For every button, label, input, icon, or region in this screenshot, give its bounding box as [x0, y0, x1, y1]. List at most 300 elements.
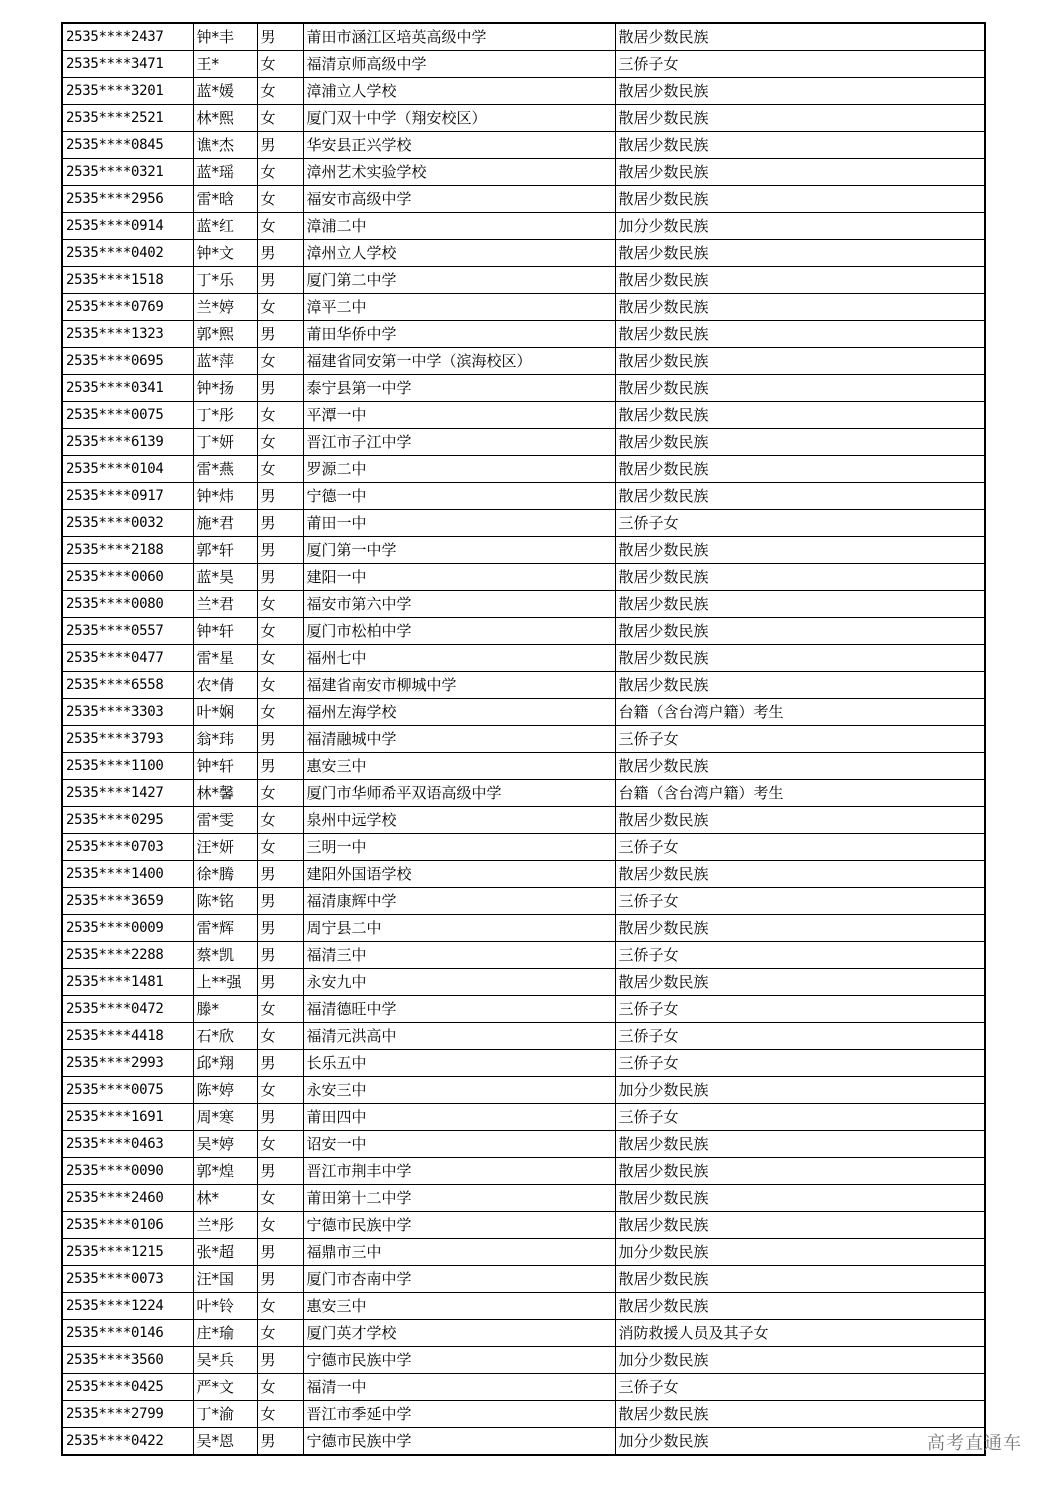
school-cell: 罗源二中 — [303, 456, 615, 483]
category-cell: 散居少数民族 — [615, 402, 985, 429]
exam-id-cell: 2535****0769 — [62, 294, 193, 321]
exam-id-cell: 2535****1323 — [62, 321, 193, 348]
name-cell: 钟*扬 — [193, 375, 257, 402]
name-cell: 蔡*凯 — [193, 942, 257, 969]
category-cell: 加分少数民族 — [615, 1347, 985, 1374]
category-cell: 散居少数民族 — [615, 861, 985, 888]
name-cell: 陈*铭 — [193, 888, 257, 915]
category-cell: 散居少数民族 — [615, 348, 985, 375]
category-cell: 三侨子女 — [615, 996, 985, 1023]
exam-id-cell: 2535****0422 — [62, 1428, 193, 1456]
exam-id-cell: 2535****0073 — [62, 1266, 193, 1293]
table-row — [62, 78, 985, 105]
gender-cell: 女 — [257, 78, 303, 105]
gender-cell: 男 — [257, 753, 303, 780]
name-cell: 丁*彤 — [193, 402, 257, 429]
table-row — [62, 618, 985, 645]
name-cell: 周*寒 — [193, 1104, 257, 1131]
category-cell: 加分少数民族 — [615, 213, 985, 240]
gender-cell: 男 — [257, 510, 303, 537]
name-cell: 雷*辉 — [193, 915, 257, 942]
gender-cell: 男 — [257, 375, 303, 402]
exam-id-cell: 2535****0402 — [62, 240, 193, 267]
exam-id-cell: 2535****0104 — [62, 456, 193, 483]
school-cell: 泰宁县第一中学 — [303, 375, 615, 402]
name-cell: 林* — [193, 1185, 257, 1212]
exam-id-cell: 2535****0472 — [62, 996, 193, 1023]
name-cell: 张*超 — [193, 1239, 257, 1266]
exam-id-cell: 2535****4418 — [62, 1023, 193, 1050]
table-row — [62, 969, 985, 996]
table-row — [62, 780, 985, 807]
table-row — [62, 537, 985, 564]
category-cell: 散居少数民族 — [615, 23, 985, 51]
gender-cell: 女 — [257, 645, 303, 672]
category-cell: 散居少数民族 — [615, 591, 985, 618]
gender-cell: 女 — [257, 807, 303, 834]
school-cell: 福建省南安市柳城中学 — [303, 672, 615, 699]
gender-cell: 女 — [257, 834, 303, 861]
school-cell: 漳州立人学校 — [303, 240, 615, 267]
school-cell: 莆田四中 — [303, 1104, 615, 1131]
name-cell: 叶*娴 — [193, 699, 257, 726]
category-cell: 三侨子女 — [615, 51, 985, 78]
school-cell: 福清京师高级中学 — [303, 51, 615, 78]
school-cell: 厦门双十中学（翔安校区） — [303, 105, 615, 132]
school-cell: 莆田华侨中学 — [303, 321, 615, 348]
name-cell: 施*君 — [193, 510, 257, 537]
name-cell: 石*欣 — [193, 1023, 257, 1050]
gender-cell: 女 — [257, 1401, 303, 1428]
category-cell: 散居少数民族 — [615, 294, 985, 321]
school-cell: 福建省同安第一中学（滨海校区） — [303, 348, 615, 375]
gender-cell: 男 — [257, 537, 303, 564]
category-cell: 台籍（含台湾户籍）考生 — [615, 780, 985, 807]
exam-id-cell: 2535****3471 — [62, 51, 193, 78]
name-cell: 丁*妍 — [193, 429, 257, 456]
school-cell: 宁德市民族中学 — [303, 1347, 615, 1374]
school-cell: 莆田第十二中学 — [303, 1185, 615, 1212]
table-row — [62, 240, 985, 267]
category-cell: 三侨子女 — [615, 1104, 985, 1131]
school-cell: 厦门市松柏中学 — [303, 618, 615, 645]
table-row — [62, 726, 985, 753]
exam-id-cell: 2535****1215 — [62, 1239, 193, 1266]
school-cell: 泉州中远学校 — [303, 807, 615, 834]
school-cell: 福清元洪高中 — [303, 1023, 615, 1050]
category-cell: 散居少数民族 — [615, 375, 985, 402]
name-cell: 蓝*媛 — [193, 78, 257, 105]
name-cell: 钟*轩 — [193, 618, 257, 645]
gender-cell: 男 — [257, 942, 303, 969]
exam-id-cell: 2535****0703 — [62, 834, 193, 861]
gender-cell: 男 — [257, 726, 303, 753]
exam-id-cell: 2535****0295 — [62, 807, 193, 834]
table-row — [62, 375, 985, 402]
category-cell: 散居少数民族 — [615, 807, 985, 834]
school-cell: 永安九中 — [303, 969, 615, 996]
category-cell: 散居少数民族 — [615, 267, 985, 294]
exam-id-cell: 2535****0914 — [62, 213, 193, 240]
table-row — [62, 1374, 985, 1401]
category-cell: 三侨子女 — [615, 888, 985, 915]
gender-cell: 男 — [257, 1266, 303, 1293]
name-cell: 徐*腾 — [193, 861, 257, 888]
exam-id-cell: 2535****2799 — [62, 1401, 193, 1428]
table-row — [62, 402, 985, 429]
table-row — [62, 1212, 985, 1239]
exam-id-cell: 2535****0080 — [62, 591, 193, 618]
candidate-table-body — [62, 23, 985, 1455]
exam-id-cell: 2535****0106 — [62, 1212, 193, 1239]
gender-cell: 女 — [257, 213, 303, 240]
exam-id-cell: 2535****3303 — [62, 699, 193, 726]
category-cell: 三侨子女 — [615, 510, 985, 537]
gender-cell: 男 — [257, 888, 303, 915]
name-cell: 叶*铃 — [193, 1293, 257, 1320]
exam-id-cell: 2535****0009 — [62, 915, 193, 942]
category-cell: 散居少数民族 — [615, 564, 985, 591]
table-row — [62, 807, 985, 834]
category-cell: 散居少数民族 — [615, 1401, 985, 1428]
table-row — [62, 753, 985, 780]
category-cell: 散居少数民族 — [615, 645, 985, 672]
gender-cell: 女 — [257, 1023, 303, 1050]
school-cell: 漳浦立人学校 — [303, 78, 615, 105]
table-row — [62, 1158, 985, 1185]
exam-id-cell: 2535****0695 — [62, 348, 193, 375]
name-cell: 翁*玮 — [193, 726, 257, 753]
exam-id-cell: 2535****1427 — [62, 780, 193, 807]
exam-id-cell: 2535****6558 — [62, 672, 193, 699]
table-row — [62, 105, 985, 132]
name-cell: 雷*星 — [193, 645, 257, 672]
table-row — [62, 348, 985, 375]
school-cell: 晋江市子江中学 — [303, 429, 615, 456]
candidate-table — [61, 22, 986, 1456]
gender-cell: 男 — [257, 1347, 303, 1374]
name-cell: 郭*煌 — [193, 1158, 257, 1185]
gender-cell: 男 — [257, 861, 303, 888]
exam-id-cell: 2535****2521 — [62, 105, 193, 132]
gender-cell: 女 — [257, 429, 303, 456]
exam-id-cell: 2535****0425 — [62, 1374, 193, 1401]
school-cell: 厦门市华师希平双语高级中学 — [303, 780, 615, 807]
school-cell: 永安三中 — [303, 1077, 615, 1104]
exam-id-cell: 2535****3793 — [62, 726, 193, 753]
gender-cell: 女 — [257, 699, 303, 726]
category-cell: 三侨子女 — [615, 1374, 985, 1401]
school-cell: 福安市高级中学 — [303, 186, 615, 213]
category-cell: 散居少数民族 — [615, 1266, 985, 1293]
category-cell: 散居少数民族 — [615, 1131, 985, 1158]
school-cell: 宁德一中 — [303, 483, 615, 510]
table-row — [62, 510, 985, 537]
exam-id-cell: 2535****0341 — [62, 375, 193, 402]
table-row — [62, 996, 985, 1023]
school-cell: 晋江市季延中学 — [303, 1401, 615, 1428]
exam-id-cell: 2535****1100 — [62, 753, 193, 780]
category-cell: 散居少数民族 — [615, 915, 985, 942]
category-cell: 三侨子女 — [615, 942, 985, 969]
category-cell: 三侨子女 — [615, 1050, 985, 1077]
table-row — [62, 1347, 985, 1374]
category-cell: 消防救援人员及其子女 — [615, 1320, 985, 1347]
school-cell: 漳州艺术实验学校 — [303, 159, 615, 186]
school-cell: 福鼎市三中 — [303, 1239, 615, 1266]
exam-id-cell: 2535****2956 — [62, 186, 193, 213]
gender-cell: 男 — [257, 23, 303, 51]
school-cell: 厦门市杏南中学 — [303, 1266, 615, 1293]
school-cell: 宁德市民族中学 — [303, 1212, 615, 1239]
name-cell: 汪*妍 — [193, 834, 257, 861]
gender-cell: 男 — [257, 1104, 303, 1131]
gender-cell: 男 — [257, 564, 303, 591]
gender-cell: 女 — [257, 1374, 303, 1401]
name-cell: 林*熙 — [193, 105, 257, 132]
exam-id-cell: 2535****3201 — [62, 78, 193, 105]
gender-cell: 男 — [257, 132, 303, 159]
exam-id-cell: 2535****2437 — [62, 23, 193, 51]
name-cell: 兰*彤 — [193, 1212, 257, 1239]
exam-id-cell: 2535****3659 — [62, 888, 193, 915]
school-cell: 福清融城中学 — [303, 726, 615, 753]
school-cell: 莆田一中 — [303, 510, 615, 537]
name-cell: 丁*乐 — [193, 267, 257, 294]
gender-cell: 女 — [257, 348, 303, 375]
exam-id-cell: 2535****0075 — [62, 1077, 193, 1104]
school-cell: 福州左海学校 — [303, 699, 615, 726]
school-cell: 晋江市荆丰中学 — [303, 1158, 615, 1185]
table-row — [62, 294, 985, 321]
name-cell: 兰*君 — [193, 591, 257, 618]
exam-id-cell: 2535****0146 — [62, 1320, 193, 1347]
name-cell: 农*倩 — [193, 672, 257, 699]
name-cell: 滕* — [193, 996, 257, 1023]
school-cell: 漳浦二中 — [303, 213, 615, 240]
category-cell: 加分少数民族 — [615, 1428, 985, 1456]
school-cell: 建阳一中 — [303, 564, 615, 591]
category-cell: 加分少数民族 — [615, 1239, 985, 1266]
name-cell: 蓝*昊 — [193, 564, 257, 591]
category-cell: 散居少数民族 — [615, 969, 985, 996]
category-cell: 散居少数民族 — [615, 618, 985, 645]
table-row — [62, 888, 985, 915]
gender-cell: 女 — [257, 672, 303, 699]
gender-cell: 女 — [257, 402, 303, 429]
exam-id-cell: 2535****6139 — [62, 429, 193, 456]
name-cell: 雷*雯 — [193, 807, 257, 834]
name-cell: 钟*炜 — [193, 483, 257, 510]
school-cell: 周宁县二中 — [303, 915, 615, 942]
exam-id-cell: 2535****1691 — [62, 1104, 193, 1131]
exam-id-cell: 2535****3560 — [62, 1347, 193, 1374]
exam-id-cell: 2535****1224 — [62, 1293, 193, 1320]
gender-cell: 女 — [257, 1320, 303, 1347]
gender-cell: 女 — [257, 456, 303, 483]
category-cell: 散居少数民族 — [615, 1185, 985, 1212]
name-cell: 陈*婷 — [193, 1077, 257, 1104]
table-row — [62, 1320, 985, 1347]
table-row — [62, 483, 985, 510]
gender-cell: 男 — [257, 483, 303, 510]
name-cell: 邱*翔 — [193, 1050, 257, 1077]
gender-cell: 男 — [257, 1050, 303, 1077]
table-row — [62, 942, 985, 969]
table-row — [62, 429, 985, 456]
school-cell: 厦门第二中学 — [303, 267, 615, 294]
school-cell: 福清三中 — [303, 942, 615, 969]
name-cell: 雷*燕 — [193, 456, 257, 483]
name-cell: 蓝*萍 — [193, 348, 257, 375]
watermark-text: 高考直通车 — [927, 1433, 1022, 1454]
exam-id-cell: 2535****0845 — [62, 132, 193, 159]
category-cell: 加分少数民族 — [615, 1077, 985, 1104]
exam-id-cell: 2535****0917 — [62, 483, 193, 510]
exam-id-cell: 2535****2288 — [62, 942, 193, 969]
category-cell: 台籍（含台湾户籍）考生 — [615, 699, 985, 726]
name-cell: 庄*瑜 — [193, 1320, 257, 1347]
table-row — [62, 186, 985, 213]
table-row — [62, 564, 985, 591]
category-cell: 散居少数民族 — [615, 456, 985, 483]
school-cell: 莆田市涵江区培英高级中学 — [303, 23, 615, 51]
exam-id-cell: 2535****1481 — [62, 969, 193, 996]
gender-cell: 男 — [257, 1239, 303, 1266]
name-cell: 钟*丰 — [193, 23, 257, 51]
exam-id-cell: 2535****2993 — [62, 1050, 193, 1077]
name-cell: 郭*熙 — [193, 321, 257, 348]
school-cell: 长乐五中 — [303, 1050, 615, 1077]
exam-id-cell: 2535****0321 — [62, 159, 193, 186]
category-cell: 散居少数民族 — [615, 105, 985, 132]
gender-cell: 女 — [257, 1131, 303, 1158]
table-row — [62, 456, 985, 483]
category-cell: 散居少数民族 — [615, 321, 985, 348]
exam-id-cell: 2535****2460 — [62, 1185, 193, 1212]
table-row — [62, 51, 985, 78]
table-row — [62, 213, 985, 240]
name-cell: 汪*国 — [193, 1266, 257, 1293]
category-cell: 散居少数民族 — [615, 78, 985, 105]
name-cell: 吴*婷 — [193, 1131, 257, 1158]
table-row — [62, 1428, 985, 1456]
school-cell: 福州七中 — [303, 645, 615, 672]
school-cell: 华安县正兴学校 — [303, 132, 615, 159]
gender-cell: 男 — [257, 915, 303, 942]
category-cell: 散居少数民族 — [615, 240, 985, 267]
table-row — [62, 1104, 985, 1131]
name-cell: 谯*杰 — [193, 132, 257, 159]
exam-id-cell: 2535****0060 — [62, 564, 193, 591]
school-cell: 厦门英才学校 — [303, 1320, 615, 1347]
school-cell: 惠安三中 — [303, 753, 615, 780]
name-cell: 王* — [193, 51, 257, 78]
name-cell: 雷*晗 — [193, 186, 257, 213]
name-cell: 吴*恩 — [193, 1428, 257, 1456]
gender-cell: 女 — [257, 51, 303, 78]
table-row — [62, 159, 985, 186]
name-cell: 严*文 — [193, 1374, 257, 1401]
school-cell: 福清德旺中学 — [303, 996, 615, 1023]
category-cell: 散居少数民族 — [615, 537, 985, 564]
gender-cell: 男 — [257, 969, 303, 996]
school-cell: 诏安一中 — [303, 1131, 615, 1158]
school-cell: 平潭一中 — [303, 402, 615, 429]
table-row — [62, 915, 985, 942]
category-cell: 散居少数民族 — [615, 753, 985, 780]
name-cell: 林*馨 — [193, 780, 257, 807]
name-cell: 蓝*瑶 — [193, 159, 257, 186]
exam-id-cell: 2535****0463 — [62, 1131, 193, 1158]
exam-id-cell: 2535****0032 — [62, 510, 193, 537]
gender-cell: 女 — [257, 591, 303, 618]
exam-id-cell: 2535****2188 — [62, 537, 193, 564]
gender-cell: 女 — [257, 1212, 303, 1239]
category-cell: 散居少数民族 — [615, 672, 985, 699]
table-row — [62, 1266, 985, 1293]
gender-cell: 女 — [257, 780, 303, 807]
school-cell: 惠安三中 — [303, 1293, 615, 1320]
table-row — [62, 1023, 985, 1050]
exam-id-cell: 2535****1400 — [62, 861, 193, 888]
gender-cell: 男 — [257, 1428, 303, 1456]
category-cell: 散居少数民族 — [615, 1293, 985, 1320]
gender-cell: 男 — [257, 321, 303, 348]
exam-id-cell: 2535****0477 — [62, 645, 193, 672]
school-cell: 三明一中 — [303, 834, 615, 861]
category-cell: 三侨子女 — [615, 726, 985, 753]
gender-cell: 男 — [257, 267, 303, 294]
table-row — [62, 672, 985, 699]
name-cell: 蓝*红 — [193, 213, 257, 240]
category-cell: 散居少数民族 — [615, 159, 985, 186]
gender-cell: 男 — [257, 1158, 303, 1185]
category-cell: 散居少数民族 — [615, 1158, 985, 1185]
school-cell: 漳平二中 — [303, 294, 615, 321]
table-row — [62, 1050, 985, 1077]
name-cell: 兰*婷 — [193, 294, 257, 321]
name-cell: 郭*轩 — [193, 537, 257, 564]
exam-id-cell: 2535****0075 — [62, 402, 193, 429]
category-cell: 散居少数民族 — [615, 429, 985, 456]
gender-cell: 女 — [257, 294, 303, 321]
exam-id-cell: 2535****1518 — [62, 267, 193, 294]
table-row — [62, 267, 985, 294]
table-row — [62, 1239, 985, 1266]
table-row — [62, 321, 985, 348]
gender-cell: 女 — [257, 1185, 303, 1212]
category-cell: 散居少数民族 — [615, 132, 985, 159]
name-cell: 吴*兵 — [193, 1347, 257, 1374]
name-cell: 钟*轩 — [193, 753, 257, 780]
gender-cell: 女 — [257, 159, 303, 186]
category-cell: 三侨子女 — [615, 1023, 985, 1050]
table-row — [62, 1131, 985, 1158]
table-row — [62, 834, 985, 861]
name-cell: 丁*渝 — [193, 1401, 257, 1428]
table-row — [62, 591, 985, 618]
school-cell: 福清一中 — [303, 1374, 615, 1401]
school-cell: 宁德市民族中学 — [303, 1428, 615, 1456]
gender-cell: 女 — [257, 996, 303, 1023]
table-row — [62, 132, 985, 159]
name-cell: 上**强 — [193, 969, 257, 996]
table-row — [62, 645, 985, 672]
school-cell: 建阳外国语学校 — [303, 861, 615, 888]
table-row — [62, 1401, 985, 1428]
school-cell: 厦门第一中学 — [303, 537, 615, 564]
